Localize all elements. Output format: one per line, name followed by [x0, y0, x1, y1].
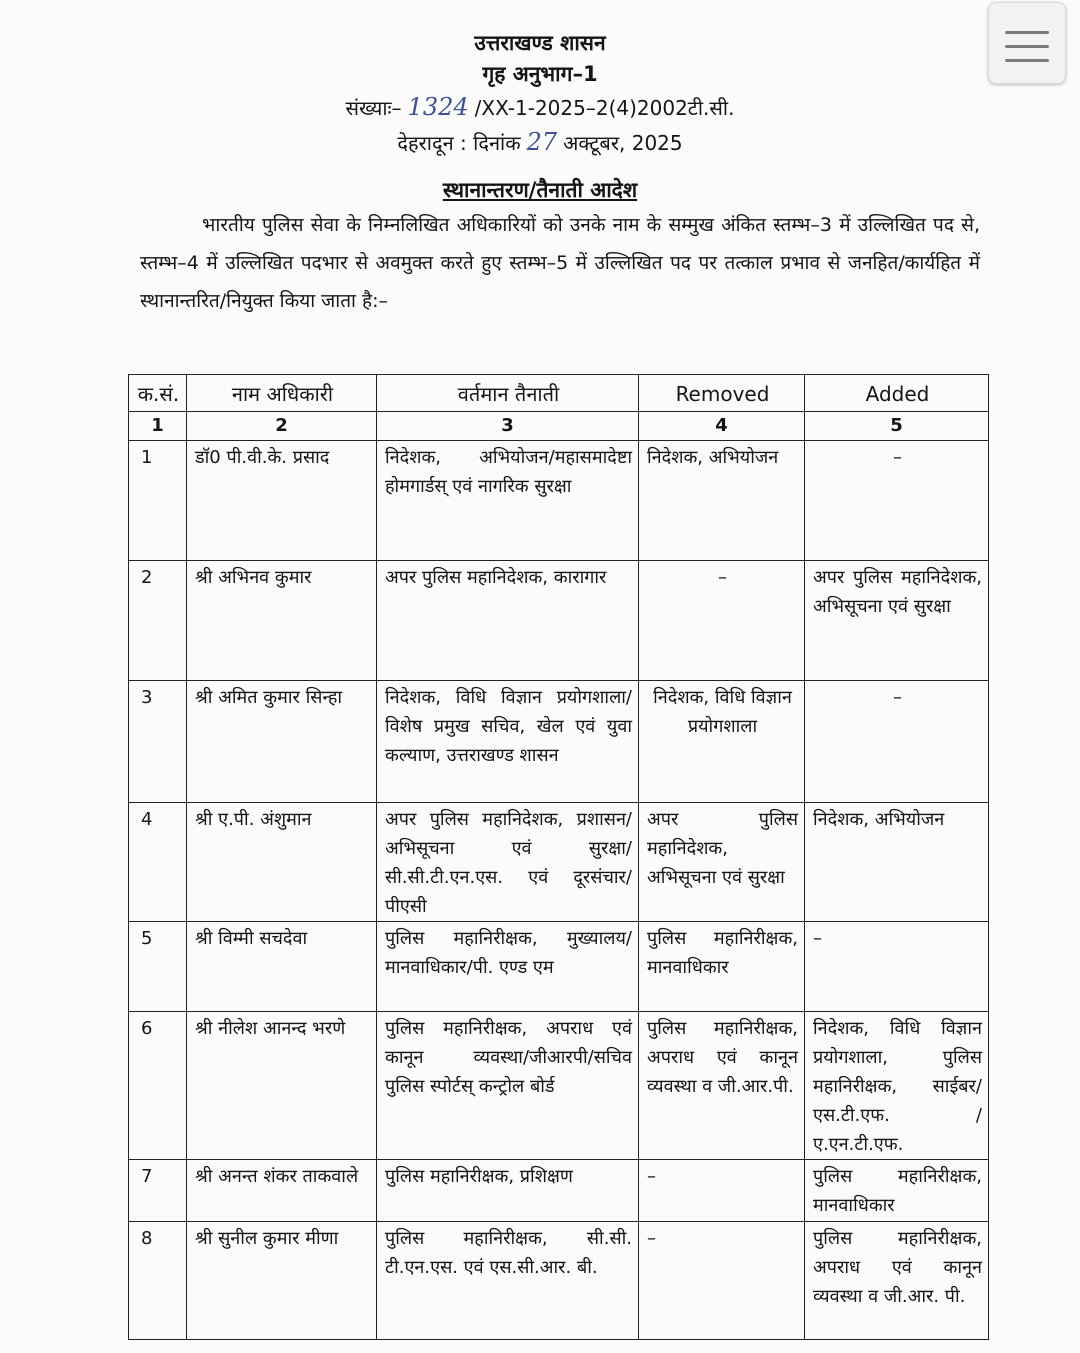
header-removed: Removed [639, 375, 805, 412]
col-num: 5 [805, 412, 989, 441]
table-row [129, 803, 989, 922]
cell-removed: पुलिस महानिरीक्षक, मानवाधिकार [639, 922, 805, 1012]
posting-table [128, 374, 989, 1340]
table-row [129, 561, 989, 681]
place-date-label: देहरादून : दिनांक [397, 131, 521, 155]
cell-added: – [805, 681, 989, 803]
cell-sn: 1 [129, 441, 187, 561]
cell-name: श्री विम्मी सचदेवा [187, 922, 377, 1012]
cell-sn: 2 [129, 561, 187, 681]
table-header-row [129, 375, 989, 412]
header-added: Added [805, 375, 989, 412]
cell-current: निदेशक, अभियोजन/महासमादेष्टा होमगार्डस् एवं नागरिक सुरक्षा [377, 441, 639, 561]
cell-removed: निदेशक, अभियोजन [639, 441, 805, 561]
cell-name: डॉ0 पी.वी.के. प्रसाद [187, 441, 377, 561]
cell-added: – [805, 441, 989, 561]
order-title: स्थानान्तरण/तैनाती आदेश [442, 178, 638, 202]
place-date [0, 125, 1080, 160]
cell-current: अपर पुलिस महानिदेशक, प्रशासन/अभिसूचना एवं सुरक्षा/सी.सी.टी.एन.एस. एवं दूरसंचार/पीएसी [377, 803, 639, 922]
header-name: नाम अधिकारी [187, 375, 377, 412]
cell-sn: 3 [129, 681, 187, 803]
cell-sn: 7 [129, 1160, 187, 1222]
cell-added: पुलिस महानिरीक्षक, मानवाधिकार [805, 1160, 989, 1222]
cell-removed: अपर पुलिस महानिदेशक, अभिसूचना एवं सुरक्षा [639, 803, 805, 922]
cell-name: श्री नीलेश आनन्द भरणे [187, 1012, 377, 1160]
cell-added: निदेशक, अभियोजन [805, 803, 989, 922]
number-label: संख्याः– [345, 96, 402, 120]
cell-added: अपर पुलिस महानिदेशक, अभिसूचना एवं सुरक्षा [805, 561, 989, 681]
cell-current: अपर पुलिस महानिदेशक, कारागार [377, 561, 639, 681]
cell-added: – [805, 922, 989, 1012]
number-suffix: /XX-1-2025–2(4)2002टी.सी. [474, 96, 735, 120]
cell-current: पुलिस महानिरीक्षक, मुख्यालय/मानवाधिकार/पी. एण्ड एम [377, 922, 639, 1012]
cell-removed: पुलिस महानिरीक्षक, अपराध एवं कानून व्यवस्था व जी.आर.पी. [639, 1012, 805, 1160]
cell-removed: – [639, 1160, 805, 1222]
cell-name: श्री ए.पी. अंशुमान [187, 803, 377, 922]
cell-sn: 5 [129, 922, 187, 1012]
department-name: गृह अनुभाग–1 [482, 62, 598, 86]
header-sn: क.सं. [129, 375, 187, 412]
cell-current: पुलिस महानिरीक्षक, प्रशिक्षण [377, 1160, 639, 1222]
column-number-row [129, 412, 989, 441]
table-row [129, 441, 989, 561]
table-row [129, 681, 989, 803]
cell-removed: – [639, 1222, 805, 1340]
col-num: 4 [639, 412, 805, 441]
document-header [0, 28, 1080, 160]
cell-removed: – [639, 561, 805, 681]
order-intro: भारतीय पुलिस सेवा के निम्नलिखित अधिकारियों को उनके नाम के सम्मुख अंकित स्तम्भ–3 में उल्लिखित पद से, स्तम्भ–4 में उल्लिखित पदभार से अवमुक्त करते हुए स्तम्भ–5 में उल्लिखित पद पर तत्काल प्रभाव से जनहित/कार्यहित में स्थानान्तरित/नियुक्त किया जाता है:– [140, 214, 980, 312]
cell-sn: 4 [129, 803, 187, 922]
cell-current: पुलिस महानिरीक्षक, सी.सी. टी.एन.एस. एवं एस.सी.आर. बी. [377, 1222, 639, 1340]
handwritten-number: 1324 [407, 93, 469, 121]
cell-name: श्री अमित कुमार सिन्हा [187, 681, 377, 803]
cell-added: पुलिस महानिरीक्षक, अपराध एवं कानून व्यवस्था व जी.आर. पी. [805, 1222, 989, 1340]
col-num: 2 [187, 412, 377, 441]
col-num: 1 [129, 412, 187, 441]
table-row [129, 1222, 989, 1340]
cell-current: निदेशक, विधि विज्ञान प्रयोगशाला/विशेष प्रमुख सचिव, खेल एवं युवा कल्याण, उत्तराखण्ड शासन [377, 681, 639, 803]
table-row [129, 1012, 989, 1160]
date-suffix: अक्टूबर, 2025 [563, 131, 683, 155]
handwritten-date: 27 [526, 128, 558, 156]
cell-name: श्री अभिनव कुमार [187, 561, 377, 681]
cell-sn: 6 [129, 1012, 187, 1160]
order-number [0, 90, 1080, 125]
header-current: वर्तमान तैनाती [377, 375, 639, 412]
table-row [129, 1160, 989, 1222]
cell-current: पुलिस महानिरीक्षक, अपराध एवं कानून व्यवस्था/जीआरपी/सचिव पुलिस स्पोर्टस् कन्ट्रोल बोर्ड [377, 1012, 639, 1160]
cell-added: निदेशक, विधि विज्ञान प्रयोगशाला, पुलिस महानिरीक्षक, साईबर/एस.टी.एफ. /ए.एन.टी.एफ. [805, 1012, 989, 1160]
government-name: उत्तराखण्ड शासन [474, 31, 606, 55]
cell-name: श्री सुनील कुमार मीणा [187, 1222, 377, 1340]
cell-sn: 8 [129, 1222, 187, 1340]
cell-removed: निदेशक, विधि विज्ञान प्रयोगशाला [639, 681, 805, 803]
col-num: 3 [377, 412, 639, 441]
cell-name: श्री अनन्त शंकर ताकवाले [187, 1160, 377, 1222]
table-row [129, 922, 989, 1012]
